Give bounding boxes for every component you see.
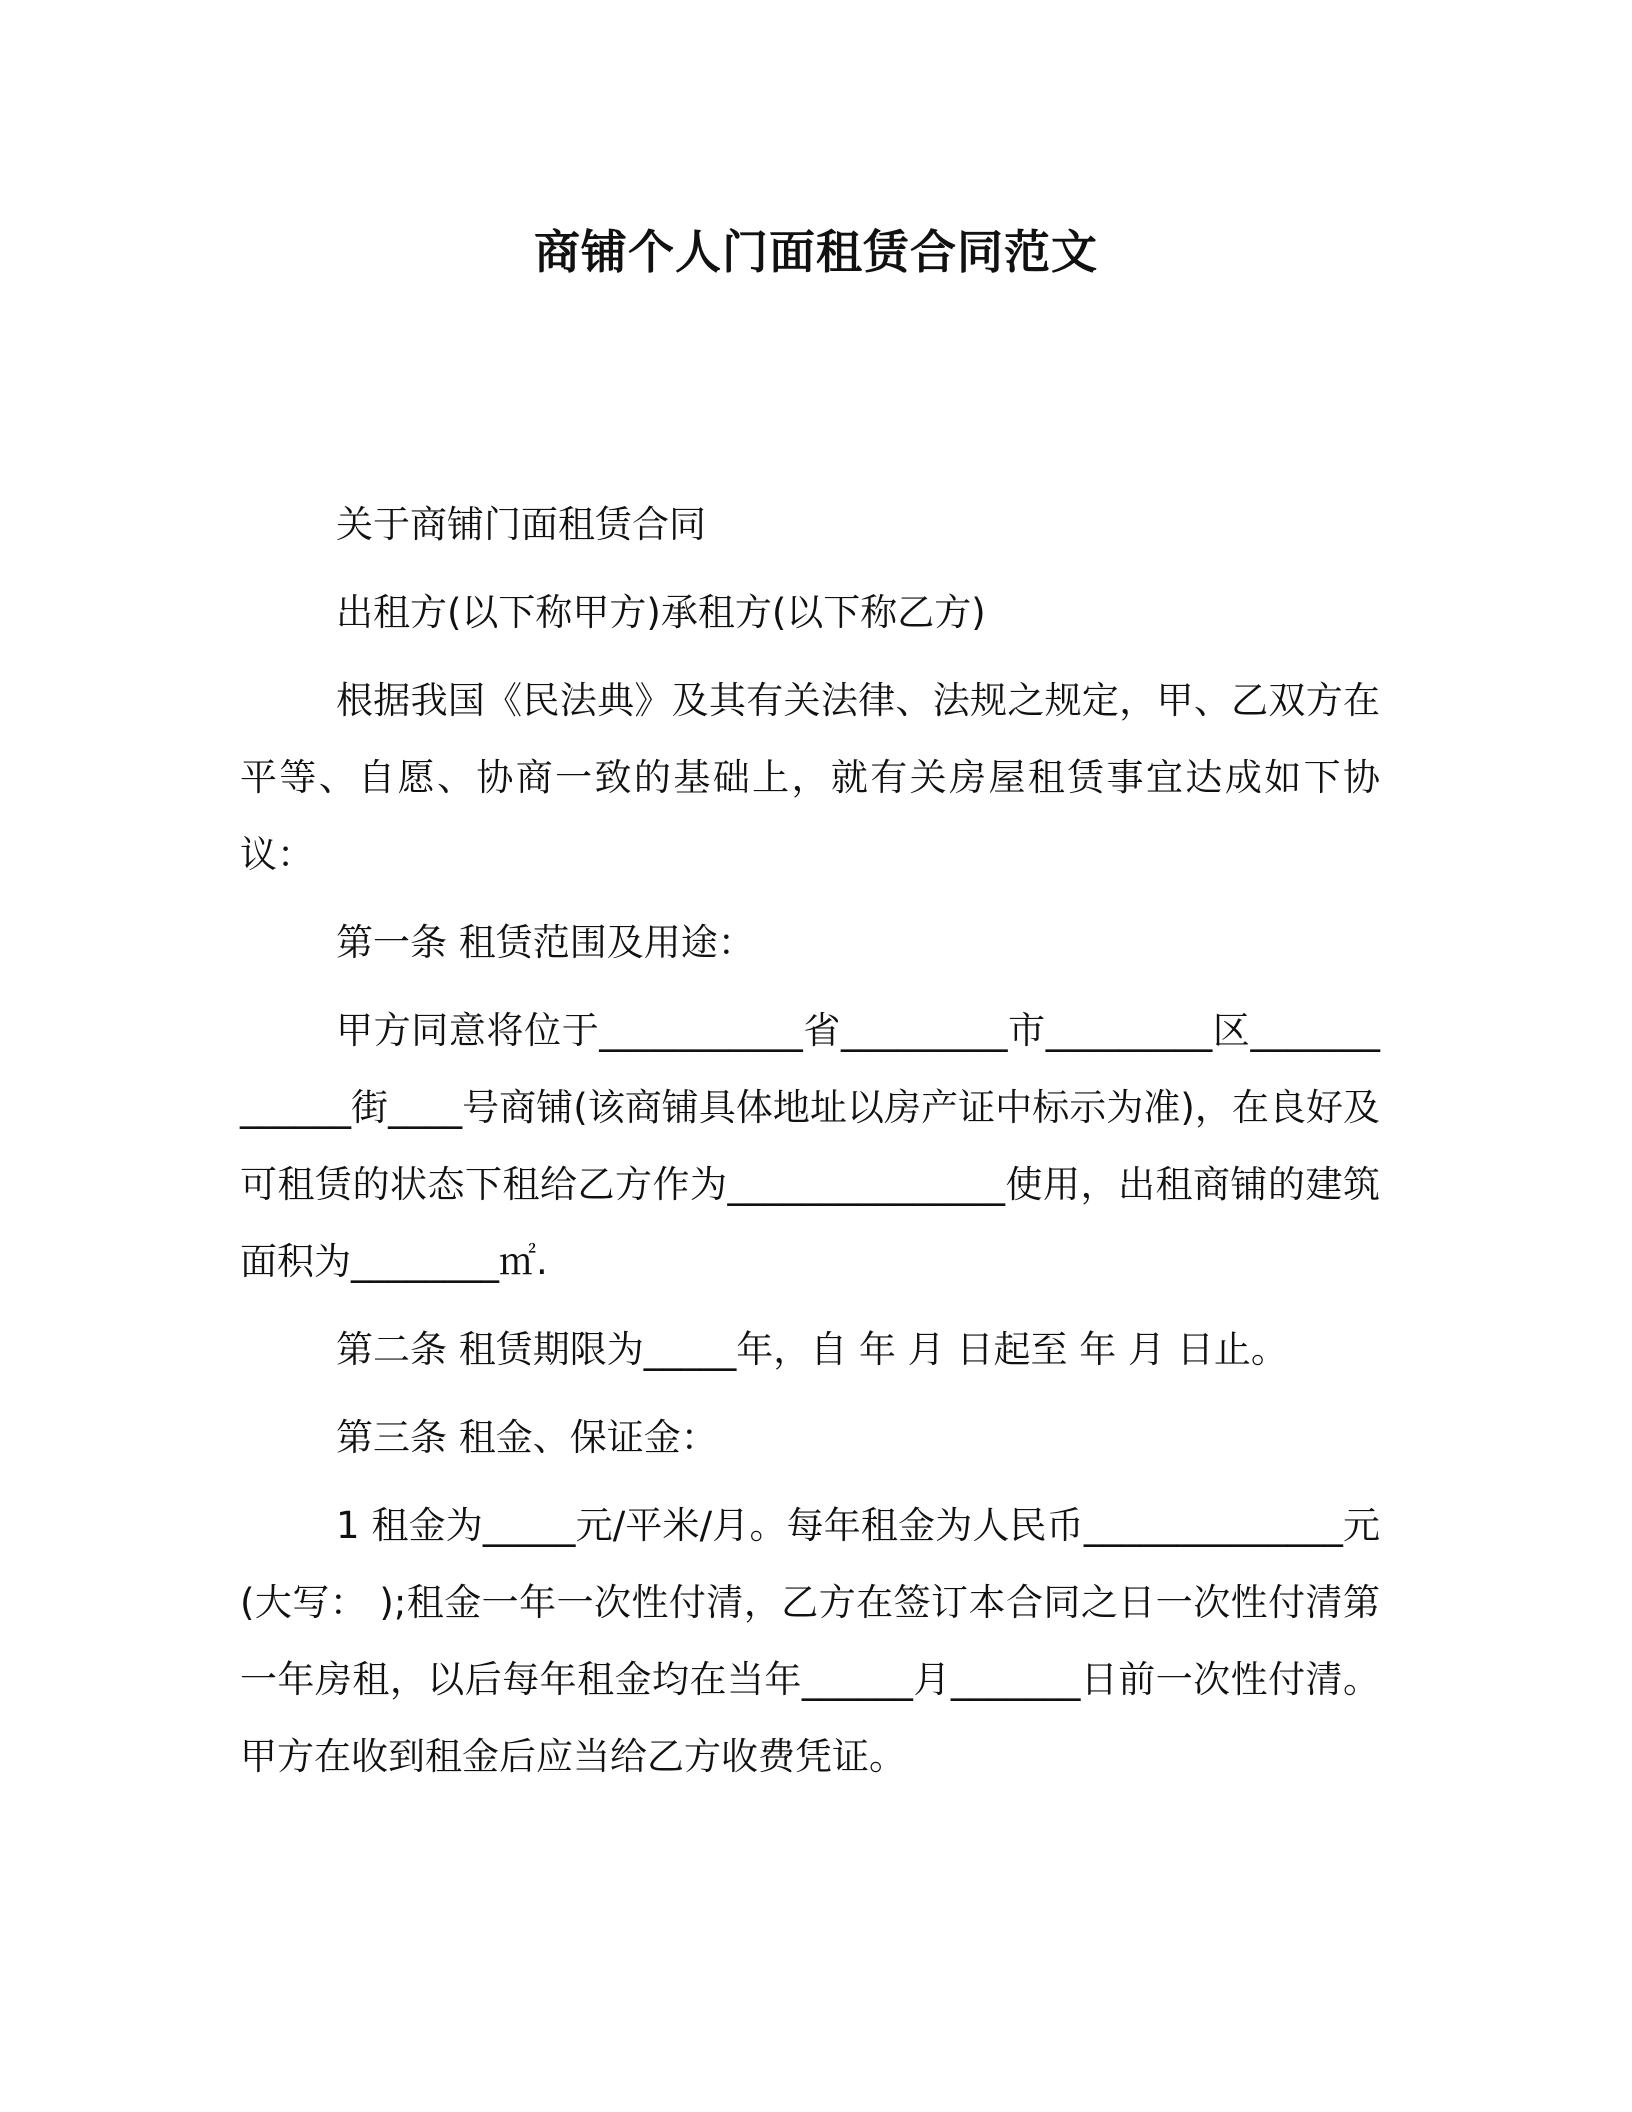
paragraph-article-2: 第二条 租赁期限为_____年，自 年 月 日起至 年 月 日止。 xyxy=(336,1328,1288,1371)
document-title: 商铺个人门面租赁合同范文 xyxy=(534,225,1098,279)
paragraph-parties: 出租方(以下称甲方)承租方(以下称乙方) xyxy=(336,591,986,634)
paragraph-article-1-body: 甲方同意将位于___________省_________市_________区_____________街____号商铺(该商铺具体地址以房产证中标示为准)，在良好及可租赁的状态下租给乙方作为_______________使用，出租商铺的建筑面积为________㎡. xyxy=(240,1009,1380,1283)
document-body xyxy=(240,486,1380,1806)
paragraph-article-1-heading: 第一条 租赁范围及用途： xyxy=(336,921,755,964)
paragraph-preamble: 根据我国《民法典》及其有关法律、法规之规定，甲、乙双方在平等、自愿、协商一致的基础上，就有关房屋租赁事宜达成如下协议： xyxy=(240,679,1380,876)
paragraph-article-3-heading: 第三条 租金、保证金： xyxy=(336,1416,718,1459)
paragraph-contract-name: 关于商铺门面租赁合同 xyxy=(336,503,706,546)
paragraph-article-3-item-1: 1 租金为_____元/平米/月。每年租金为人民币______________元(大写： );租金一年一次性付清，乙方在签订本合同之日一次性付清第一年房租，以后每年租金均在当年______月_______日前一次性付清。甲方在收到租金后应当给乙方收费凭证。 xyxy=(240,1504,1380,1778)
